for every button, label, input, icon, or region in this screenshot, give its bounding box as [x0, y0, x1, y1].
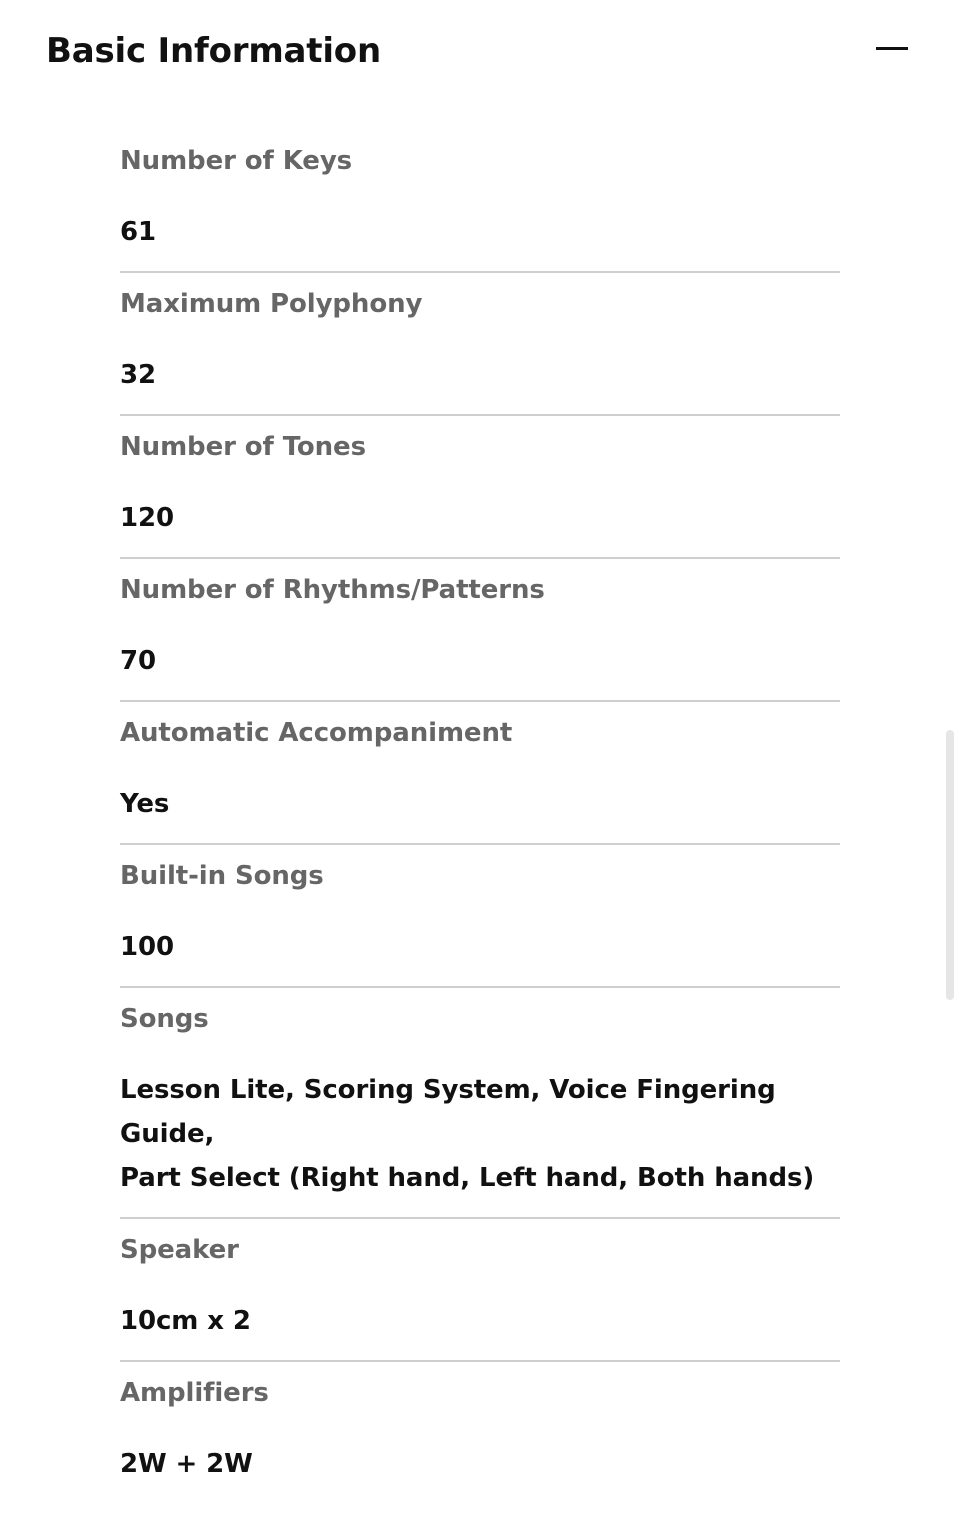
- spec-value: 32: [120, 360, 156, 390]
- spec-label: Maximum Polyphony: [120, 289, 423, 319]
- minus-icon[interactable]: [876, 47, 908, 50]
- spec-value: [120, 1068, 840, 1200]
- spec-row-automatic-accompaniment: [120, 702, 840, 845]
- spec-row-speaker: [120, 1219, 840, 1362]
- spec-label: Speaker: [120, 1235, 239, 1265]
- spec-value: 61: [120, 217, 156, 247]
- scrollbar-track[interactable]: [946, 0, 954, 1513]
- scrollbar-thumb[interactable]: [946, 730, 954, 1000]
- spec-value-line: Part Select (Right hand, Left hand, Both hands): [120, 1163, 815, 1193]
- spec-label: Built-in Songs: [120, 861, 324, 891]
- spec-value: 100: [120, 932, 174, 962]
- spec-value: 70: [120, 646, 156, 676]
- spec-row-number-of-keys: [120, 130, 840, 273]
- spec-value: Yes: [120, 789, 170, 819]
- spec-label: Number of Tones: [120, 432, 366, 462]
- spec-row-amplifiers: [120, 1362, 840, 1503]
- spec-label: Automatic Accompaniment: [120, 718, 513, 748]
- spec-label: Number of Keys: [120, 146, 353, 176]
- spec-label: Amplifiers: [120, 1378, 269, 1408]
- spec-row-songs: [120, 988, 840, 1219]
- spec-label: Songs: [120, 1004, 209, 1034]
- spec-value: 2W + 2W: [120, 1449, 253, 1479]
- spec-row-number-of-rhythms: [120, 559, 840, 702]
- spec-row-maximum-polyphony: [120, 273, 840, 416]
- section-title: Basic Information: [46, 31, 381, 71]
- spec-value: 10cm x 2: [120, 1306, 251, 1336]
- section-header[interactable]: [46, 28, 910, 76]
- spec-value: 120: [120, 503, 174, 533]
- collapse-button[interactable]: [876, 28, 910, 72]
- spec-row-built-in-songs: [120, 845, 840, 988]
- spec-label: Number of Rhythms/Patterns: [120, 575, 545, 605]
- spec-list: [120, 130, 840, 1503]
- spec-value-line: Lesson Lite, Scoring System, Voice Fingering Guide,: [120, 1075, 776, 1149]
- spec-row-number-of-tones: [120, 416, 840, 559]
